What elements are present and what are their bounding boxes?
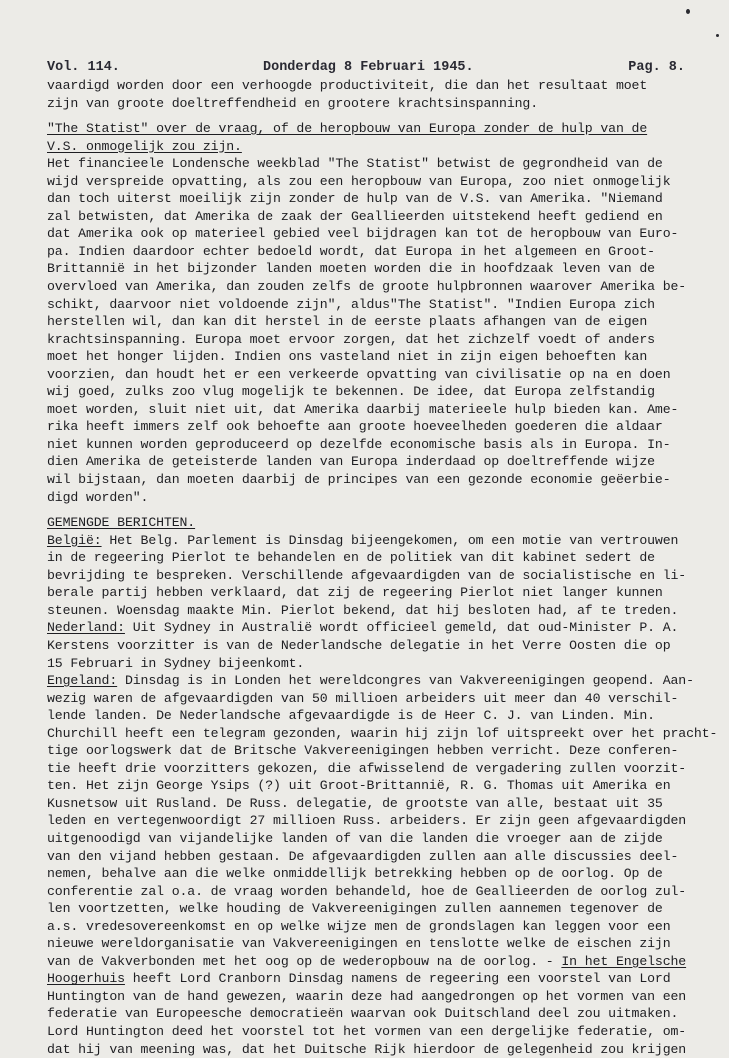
text-line: zal betwisten, dat Amerika de zaak der Geallieerden uitstekend heeft gediend en (47, 208, 663, 224)
text-line: dan toch uiterst moeilijk zijn zonder de hulp van de V.S. van Amerika. "Niemand (47, 191, 663, 207)
text-line (47, 672, 715, 690)
date-label: Donderdag 8 Februari 1945. (263, 60, 474, 75)
text-line: digd worden". (47, 489, 149, 505)
text-line: 15 Februari in Sydney bijeenkomt. (47, 655, 305, 671)
text-line: dien Amerika de geteisterde landen van Europa inderdaad op doeltreffende wijze (47, 454, 655, 470)
text-line: krachtsinspanning. Europa moet ervoor zorgen, dat het zichzelf voedt of anders (47, 331, 655, 347)
text-line (47, 532, 715, 550)
text-line: conferentie zal o.a. de vraag worden behandeld, hoe de Geallieerden de oorlog zul- (47, 883, 687, 899)
ink-spot (716, 34, 719, 37)
document-body (47, 77, 718, 1058)
text-line: nieuwe wereldorganisatie van Vakvereenigingen en tenslotte welke de eischen zijn (47, 936, 671, 952)
page-number: Pag. 8. (628, 60, 685, 75)
text-line: moet worden, sluit niet uit, dat Amerika daarbij materieele hulp bieden kan. Ame- (47, 401, 679, 417)
text-line: pa. Indien daardoor echter bedoeld wordt, dat Europa in het algemeen en Groot- (47, 243, 655, 259)
engeland-paragraph (47, 672, 718, 1058)
statist-paragraph (47, 155, 715, 506)
text-line: dat hij van meening was, dat het Duitsche Rijk hierdoor de gelegenheid zou krijgen (47, 1041, 687, 1057)
text-run: Het Belg. Parlement is Dinsdag bijeengekomen, om een motie van vertrouwen (101, 532, 679, 548)
section-label-engelsche: In het Engelsche (561, 953, 687, 969)
text-line: herstellen wil, dan kan dit herstel in de eerste plaats afhangen van de eigen (47, 314, 648, 330)
text-line: federatie van Europeesche democratieën waarvan ook Duitschland deel zou uitmaken. (47, 1006, 679, 1022)
text-line: Lord Huntington deed het voorstel tot het vormen van een dergelijke federatie, om- (47, 1023, 687, 1039)
text-run: Uit Sydney in Australië wordt officieel gemeld, dat oud-Minister P. A. (124, 620, 679, 636)
text-run: heeft Lord Cranborn Dinsdag namens de regeering een voorstel van Lord (124, 971, 671, 987)
text-line: steunen. Woensdag maakte Min. Pierlot bekend, dat hij besloten had, af te treden. (47, 602, 679, 618)
text-line (47, 953, 715, 971)
text-line: len voortzetten, welke houding de Vakvereenigingen zullen aannemen tegenover de (47, 901, 663, 917)
text-line: in de regeering Pierlot te behandelen en de politiek van dit kabinet sedert de (47, 550, 655, 566)
text-line: voorzien, dan houdt het er een verkeerde opvatting van civilisatie op na en doen (47, 366, 671, 382)
text-line: Kusnetsow uit Rusland. De Russ. delegatie, de grootste van alle, bestaat uit 35 (47, 795, 663, 811)
text-line: wezig waren de afgevaardigden van 50 millioen arbeiders uit meer dan 40 verschil- (47, 690, 679, 706)
text-line (47, 619, 715, 637)
nederland-paragraph (47, 619, 715, 672)
text-line: lende landen. De Nederlandsche afgevaardigde is de Heer C. J. van Linden. Min. (47, 708, 655, 724)
text-line: vaardigd worden door een verhoogde productiviteit, die dan het resultaat moet (47, 78, 648, 93)
volume-label: Vol. 114. (47, 60, 120, 75)
text-line: uitgenoodigd van vijandelijke landen of van die landen die vroeger aan de zijde (47, 830, 663, 846)
text-line: Churchill heeft een telegram gezonden, waarin hij zijn lof uitspreekt over het pracht- (47, 725, 718, 741)
section-label-hoogerhuis: Hoogerhuis (47, 971, 125, 987)
intro-paragraph (47, 77, 715, 112)
text-line: ten. Het zijn George Ysips (?) uit Groot-Brittannië, R. G. Thomas uit Amerika en (47, 778, 671, 794)
text-line: tie heeft drie voorzitters gekozen, die afwisselend de vergadering zullen voorzit- (47, 760, 687, 776)
text-line: bevrijding te bespreken. Verschillende afgevaardigden van de socialistische en li- (47, 567, 687, 583)
text-line: overvloed van Amerika, dan zouden zelfs de groote hulpbronnen waarover Amerika be- (47, 279, 687, 295)
heading-line: V.S. onmogelijk zou zijn. (47, 138, 242, 154)
text-line: leden en vertegenwoordigt 27 millioen Russ. arbeiders. Er zijn geen afgevaardigden (47, 813, 687, 829)
text-line: nemen, behalve aan die welke onmiddellijk betrekking hebben op de oorlog. Op de (47, 866, 663, 882)
text-run: Dinsdag is in Londen het wereldcongres van Vakvereenigingen geopend. Aan- (117, 673, 694, 689)
statist-heading (47, 120, 715, 155)
text-line: Brittannië in het bijzonder landen moeten worden die in hoofdzaak leven van de (47, 261, 655, 277)
text-run: van de Vakverbonden met het oog op de wederopbouw na de oorlog. - (47, 953, 562, 969)
text-line: rika heeft immers zelf ook behoefte aan groote hoeveelheden goederen die aldaar (47, 419, 663, 435)
text-line: tige oorlogswerk dat de Britsche Vakvereenigingen hebben verricht. Deze conferen- (47, 743, 679, 759)
text-line: wij goed, zulks zoo vlug mogelijk te bekennen. De idee, dat Europa zelfstandig (47, 384, 655, 400)
text-line: wil bijstaan, dan moeten daarbij de principes van een gezonde economie geëerbie- (47, 472, 671, 488)
text-line: Huntington van de hand gewezen, waarin deze had aangedrongen op het vormen van een (47, 988, 687, 1004)
text-line: a.s. vredesovereenkomst en op welke wijze men de grondslagen kan leggen voor een (47, 918, 671, 934)
text-line: moet het honger lijden. Indien ons vasteland niet in zijn eigen behoeften kan (47, 349, 648, 365)
heading-line: "The Statist" over de vraag, of de heropbouw van Europa zonder de hulp van de (47, 121, 648, 137)
country-label-engeland: Engeland: (47, 673, 118, 689)
country-label-nederland: Nederland: (47, 620, 125, 636)
belgie-paragraph (47, 532, 715, 620)
text-line: dat Amerika ook op materieel gebied veel bijdragen kan tot de heropbouw van Euro- (47, 226, 679, 242)
berichten-heading: GEMENGDE BERICHTEN. (47, 515, 196, 531)
text-line: Het financieele Londensche weekblad "The Statist" betwist de gegrondheid van de (47, 156, 663, 172)
text-line: Kerstens voorzitter is van de Nederlandsche delegatie in het Verre Oosten die op (47, 637, 671, 653)
text-line: zijn van groote doeltreffendheid en grootere krachtsinspanning. (47, 95, 539, 111)
text-line: niet kunnen worden geproduceerd op dezelfde economische basis als in Europa. In- (47, 436, 671, 452)
text-line: berale partij hebben verklaard, dat zij de regeering Pierlot niet langer kunnen (47, 585, 663, 601)
text-line: schikt, daarvoor niet voldoende zijn", aldus"The Statist". "Indien Europa zich (47, 296, 655, 312)
text-line: wijd verspreide opvatting, als zou een heropbouw van Europa, zoo niet onmogelijk (47, 173, 671, 189)
text-line (47, 970, 715, 988)
text-line: van den vijand hebben gestaan. De afgevaardigden zullen aan alle discussies deel- (47, 848, 679, 864)
ink-spot (686, 9, 690, 14)
country-label-belgie: België: (47, 532, 102, 548)
